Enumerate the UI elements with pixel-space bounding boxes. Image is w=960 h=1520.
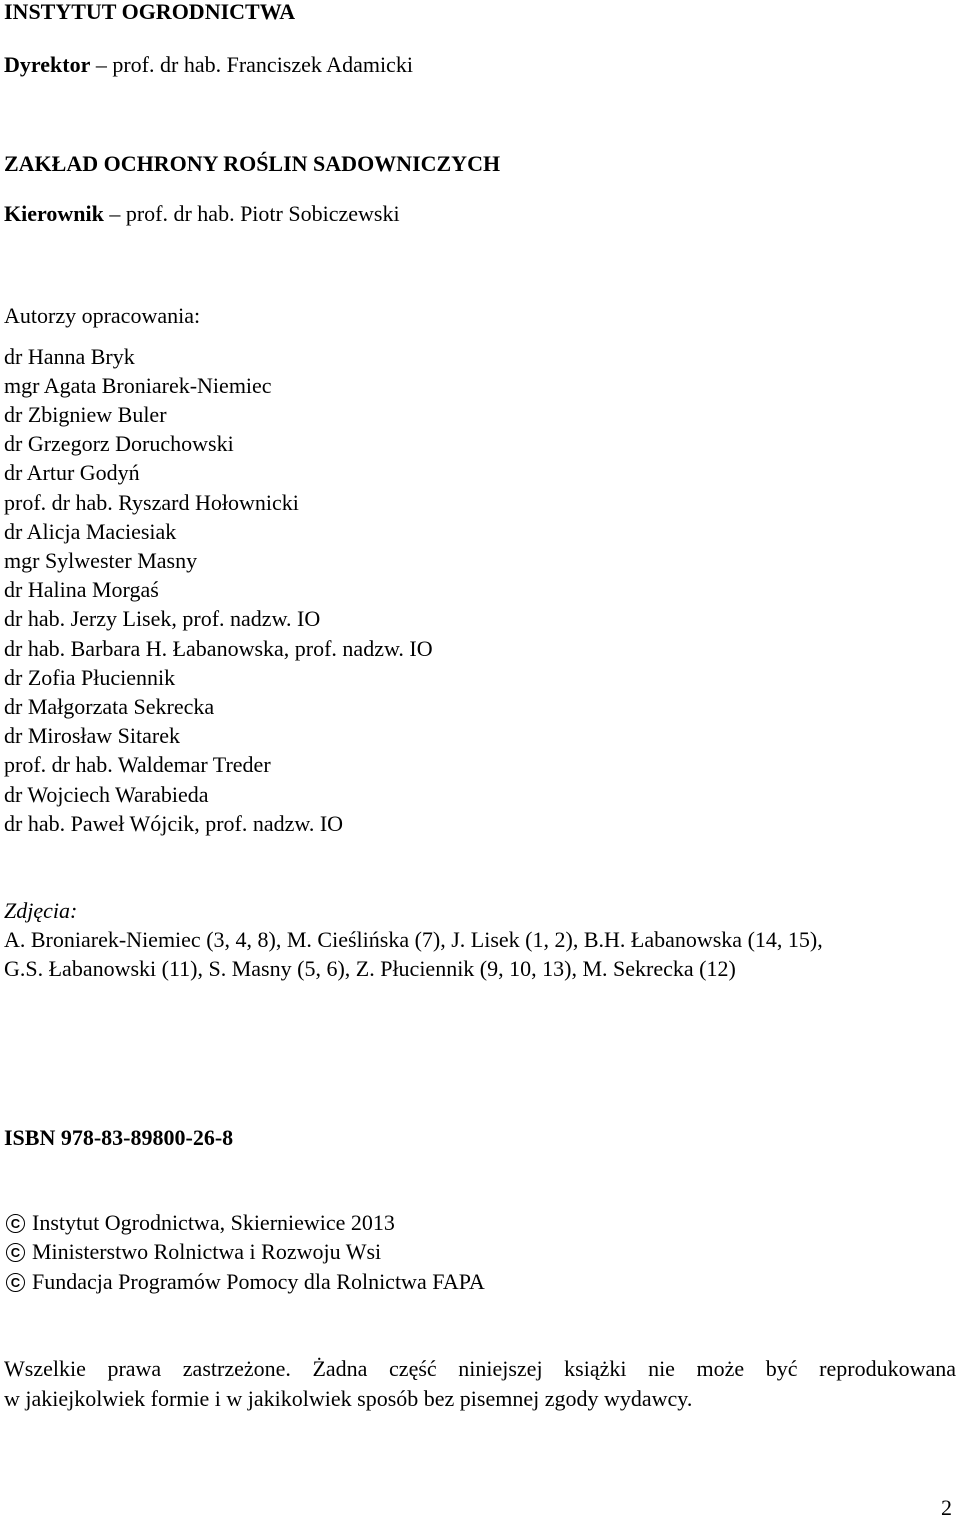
author-item: dr Mirosław Sitarek [4, 723, 180, 748]
author-item: dr Wojciech Warabieda [4, 782, 209, 807]
author-item: dr Artur Godyń [4, 460, 140, 485]
author-item: dr Zbigniew Buler [4, 402, 167, 427]
director-name: prof. dr hab. Franciszek Adamicki [112, 52, 413, 77]
copyright-line [4, 1209, 395, 1237]
isbn: ISBN 978-83-89800-26-8 [4, 1125, 234, 1150]
document-page [4, 0, 956, 1519]
author-item: dr hab. Barbara H. Łabanowska, prof. nadzw. IO [4, 636, 433, 661]
author-item: prof. dr hab. Waldemar Treder [4, 752, 271, 777]
photos-credit-line: G.S. Łabanowski (11), S. Masny (5, 6), Z. Płuciennik (9, 10, 13), M. Sekrecka (12) [4, 956, 736, 981]
author-item: dr Hanna Bryk [4, 344, 135, 369]
copyright-holder: Ministerstwo Rolnictwa i Rozwoju Wsi [32, 1239, 382, 1264]
rights-notice-line: Wszelkie prawa zastrzeżone. Żadna część niniejszej książki nie może być reprodukowana [4, 1356, 956, 1381]
photos-credit-line: A. Broniarek-Niemiec (3, 4, 8), M. Cieślińska (7), J. Lisek (1, 2), B.H. Łabanowska (14, 15), [4, 927, 823, 952]
copyright-icon [6, 1273, 25, 1292]
copyright-icon [6, 1214, 25, 1233]
copyright-holder: Fundacja Programów Pomocy dla Rolnictwa FAPA [32, 1269, 485, 1294]
page-number: 2 [941, 1495, 952, 1520]
author-item: dr Grzegorz Doruchowski [4, 431, 234, 456]
author-item: dr hab. Jerzy Lisek, prof. nadzw. IO [4, 606, 321, 631]
author-item: dr Alicja Maciesiak [4, 519, 177, 544]
authors-heading: Autorzy opracowania: [4, 303, 201, 328]
copyright-line [4, 1238, 381, 1266]
copyright-holder: Instytut Ogrodnictwa, Skierniewice 2013 [32, 1210, 395, 1235]
head-name: prof. dr hab. Piotr Sobiczewski [125, 201, 400, 226]
author-item: prof. dr hab. Ryszard Hołownicki [4, 490, 299, 515]
director-line [4, 51, 413, 79]
author-item: dr Halina Morgaś [4, 577, 159, 602]
author-item: dr Zofia Płuciennik [4, 665, 176, 690]
author-item: mgr Agata Broniarek-Niemiec [4, 373, 272, 398]
director-separator: – [90, 52, 113, 77]
copyright-icon [6, 1243, 25, 1262]
author-item: mgr Sylwester Masny [4, 548, 198, 573]
photos-heading: Zdjęcia: [4, 898, 78, 923]
department-title: ZAKŁAD OCHRONY ROŚLIN SADOWNICZYCH [4, 151, 501, 176]
rights-notice-line: w jakiejkolwiek formie i w jakikolwiek sposób bez pisemnej zgody wydawcy. [4, 1386, 693, 1411]
director-label: Dyrektor [4, 52, 91, 77]
head-label: Kierownik [4, 201, 104, 226]
head-separator: – [103, 201, 126, 226]
head-line [4, 200, 400, 228]
copyright-line [4, 1268, 485, 1296]
author-item: dr hab. Paweł Wójcik, prof. nadzw. IO [4, 811, 344, 836]
institute-title: INSTYTUT OGRODNICTWA [4, 0, 296, 24]
author-item: dr Małgorzata Sekrecka [4, 694, 215, 719]
